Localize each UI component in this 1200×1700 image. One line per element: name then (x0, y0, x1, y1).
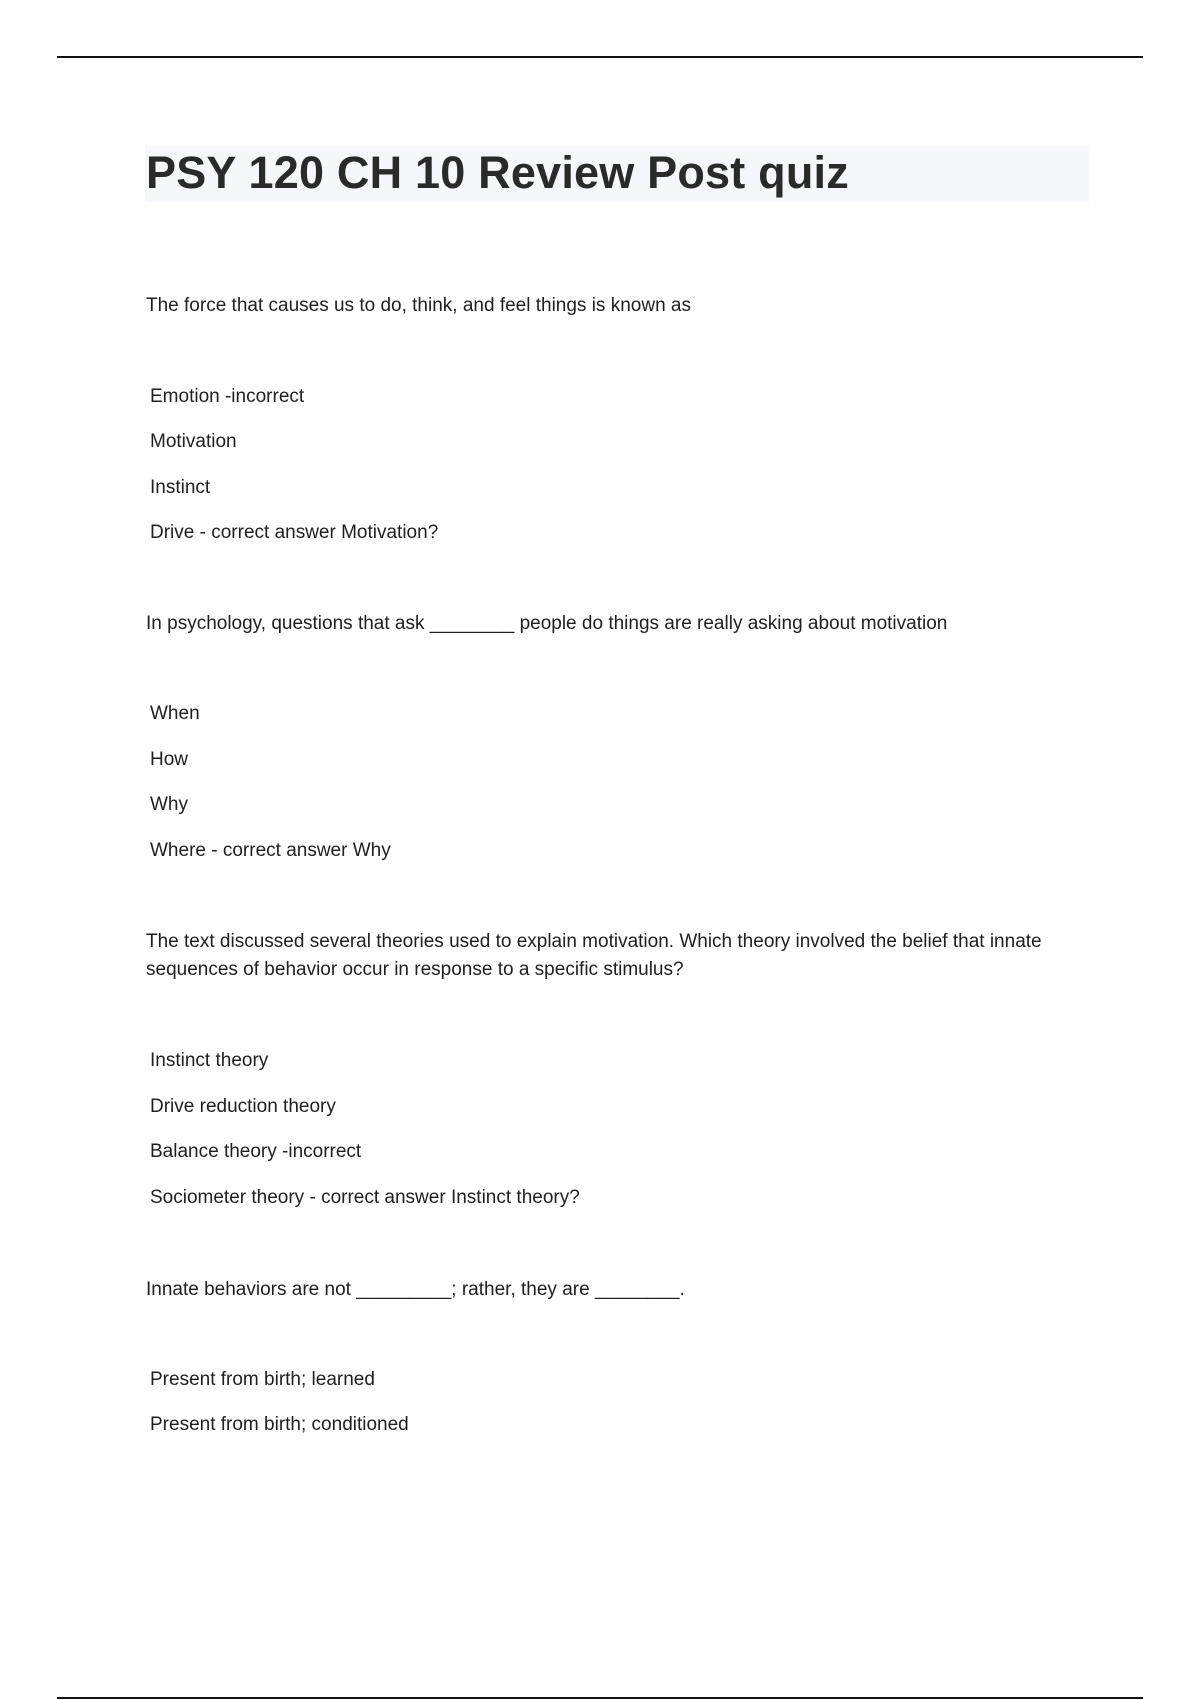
question-1-option-3: Instinct (150, 477, 211, 498)
question-3-option-3: Balance theory -incorrect (150, 1141, 362, 1162)
question-3-option-4: Sociometer theory - correct answer Instinct theory? (150, 1187, 580, 1208)
footer-rule (57, 1697, 1143, 1699)
question-4-option-1: Present from birth; learned (150, 1369, 375, 1390)
question-1-option-4: Drive - correct answer Motivation? (150, 522, 439, 543)
question-1-prompt: The force that causes us to do, think, and feel things is known as (146, 295, 691, 316)
question-3-option-2: Drive reduction theory (150, 1096, 336, 1117)
question-4-option-2: Present from birth; conditioned (150, 1414, 409, 1435)
question-3-prompt: The text discussed several theories used to explain motivation. Which theory involved the belief that innate sequences of behavior occur in response to a specific stimulus? (146, 931, 1042, 980)
question-2-option-1: When (150, 703, 200, 724)
question-2-option-3: Why (150, 794, 188, 815)
question-1-option-1: Emotion -incorrect (150, 386, 305, 407)
question-2-prompt: In psychology, questions that ask ________ people do things are really asking about motivation (146, 613, 948, 634)
question-4-prompt: Innate behaviors are not _________; rather, they are ________. (146, 1279, 685, 1300)
question-1-option-2: Motivation (150, 431, 237, 452)
question-3-option-1: Instinct theory (150, 1050, 269, 1071)
question-2-option-4: Where - correct answer Why (150, 840, 391, 861)
document-title: PSY 120 CH 10 Review Post quiz (146, 147, 849, 198)
header-rule (57, 56, 1143, 58)
question-2-option-2: How (150, 749, 189, 770)
